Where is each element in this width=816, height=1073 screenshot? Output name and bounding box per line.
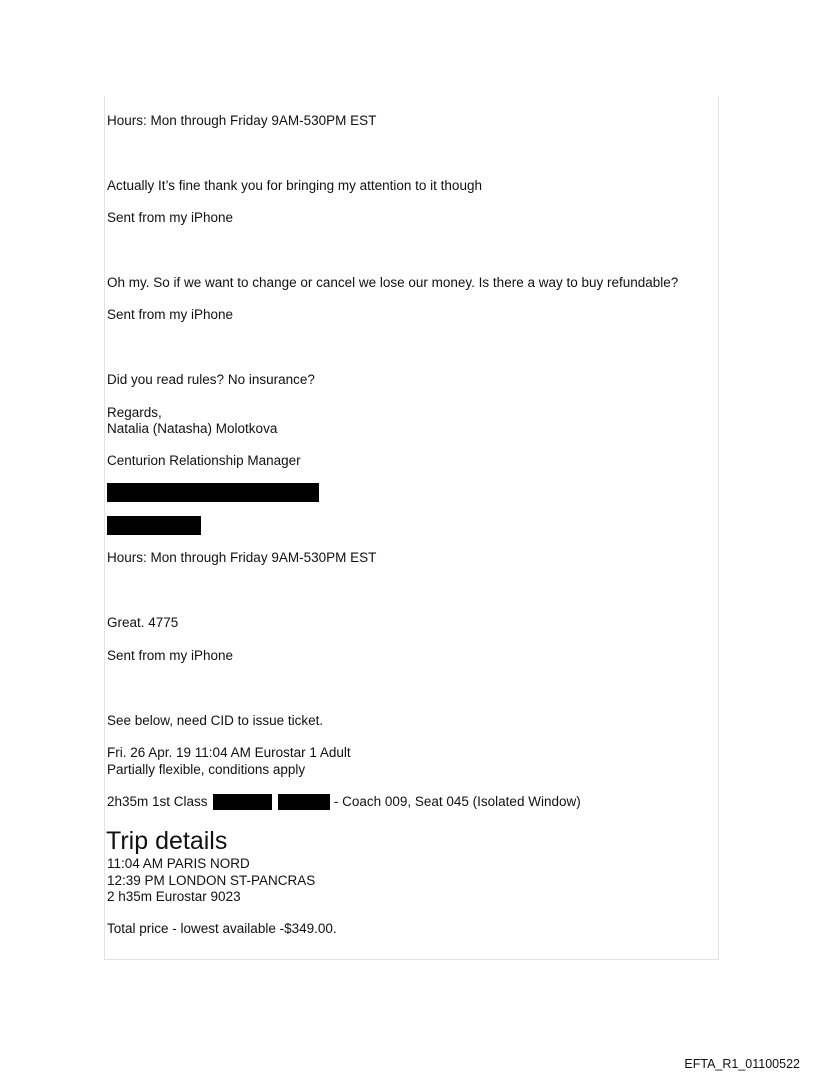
message-text: Great. 4775 [107,615,179,630]
trip-price: Total price - lowest available -$349.00. [107,921,337,936]
hours-text: Hours: Mon through Friday 9AM-530PM EST [107,113,377,128]
trip-duration: 2 h35m Eurostar 9023 [107,889,241,904]
sent-from-text: Sent from my iPhone [107,648,234,663]
trip-depart: 11:04 AM PARIS NORD [107,856,250,871]
sender-name: Natalia (Natasha) Molotkova [107,421,278,436]
redaction-block [107,483,319,502]
message-text: Oh my. So if we want to change or cancel we lose our money. Is there a way to buy refundable? [107,275,679,290]
sent-from-text: Sent from my iPhone [107,307,234,322]
redaction-block [278,794,330,810]
hours-text: Hours: Mon through Friday 9AM-530PM EST [107,550,377,565]
sender-title: Centurion Relationship Manager [107,453,301,468]
redaction-block [213,794,272,810]
seat-suffix: - Coach 009, Seat 045 (Isolated Window) [330,794,581,809]
document-id: EFTA_R1_01100522 [684,1057,800,1071]
seat-prefix: 2h35m 1st Class [107,794,208,809]
booking-line: Fri. 26 Apr. 19 11:04 AM Eurostar 1 Adult [107,745,351,760]
trip-arrive: 12:39 PM LONDON ST-PANCRAS [107,873,316,888]
redaction-block [107,516,201,535]
sent-from-text: Sent from my iPhone [107,210,234,225]
message-text: Did you read rules? No insurance? [107,372,315,387]
message-text: See below, need CID to issue ticket. [107,713,324,728]
seat-line [107,794,581,810]
booking-flex: Partially flexible, conditions apply [107,762,306,777]
regards-text: Regards, [107,405,162,420]
message-text: Actually It’s fine thank you for bringing my attention to it though [107,178,482,193]
trip-details-heading: Trip details [106,827,228,855]
